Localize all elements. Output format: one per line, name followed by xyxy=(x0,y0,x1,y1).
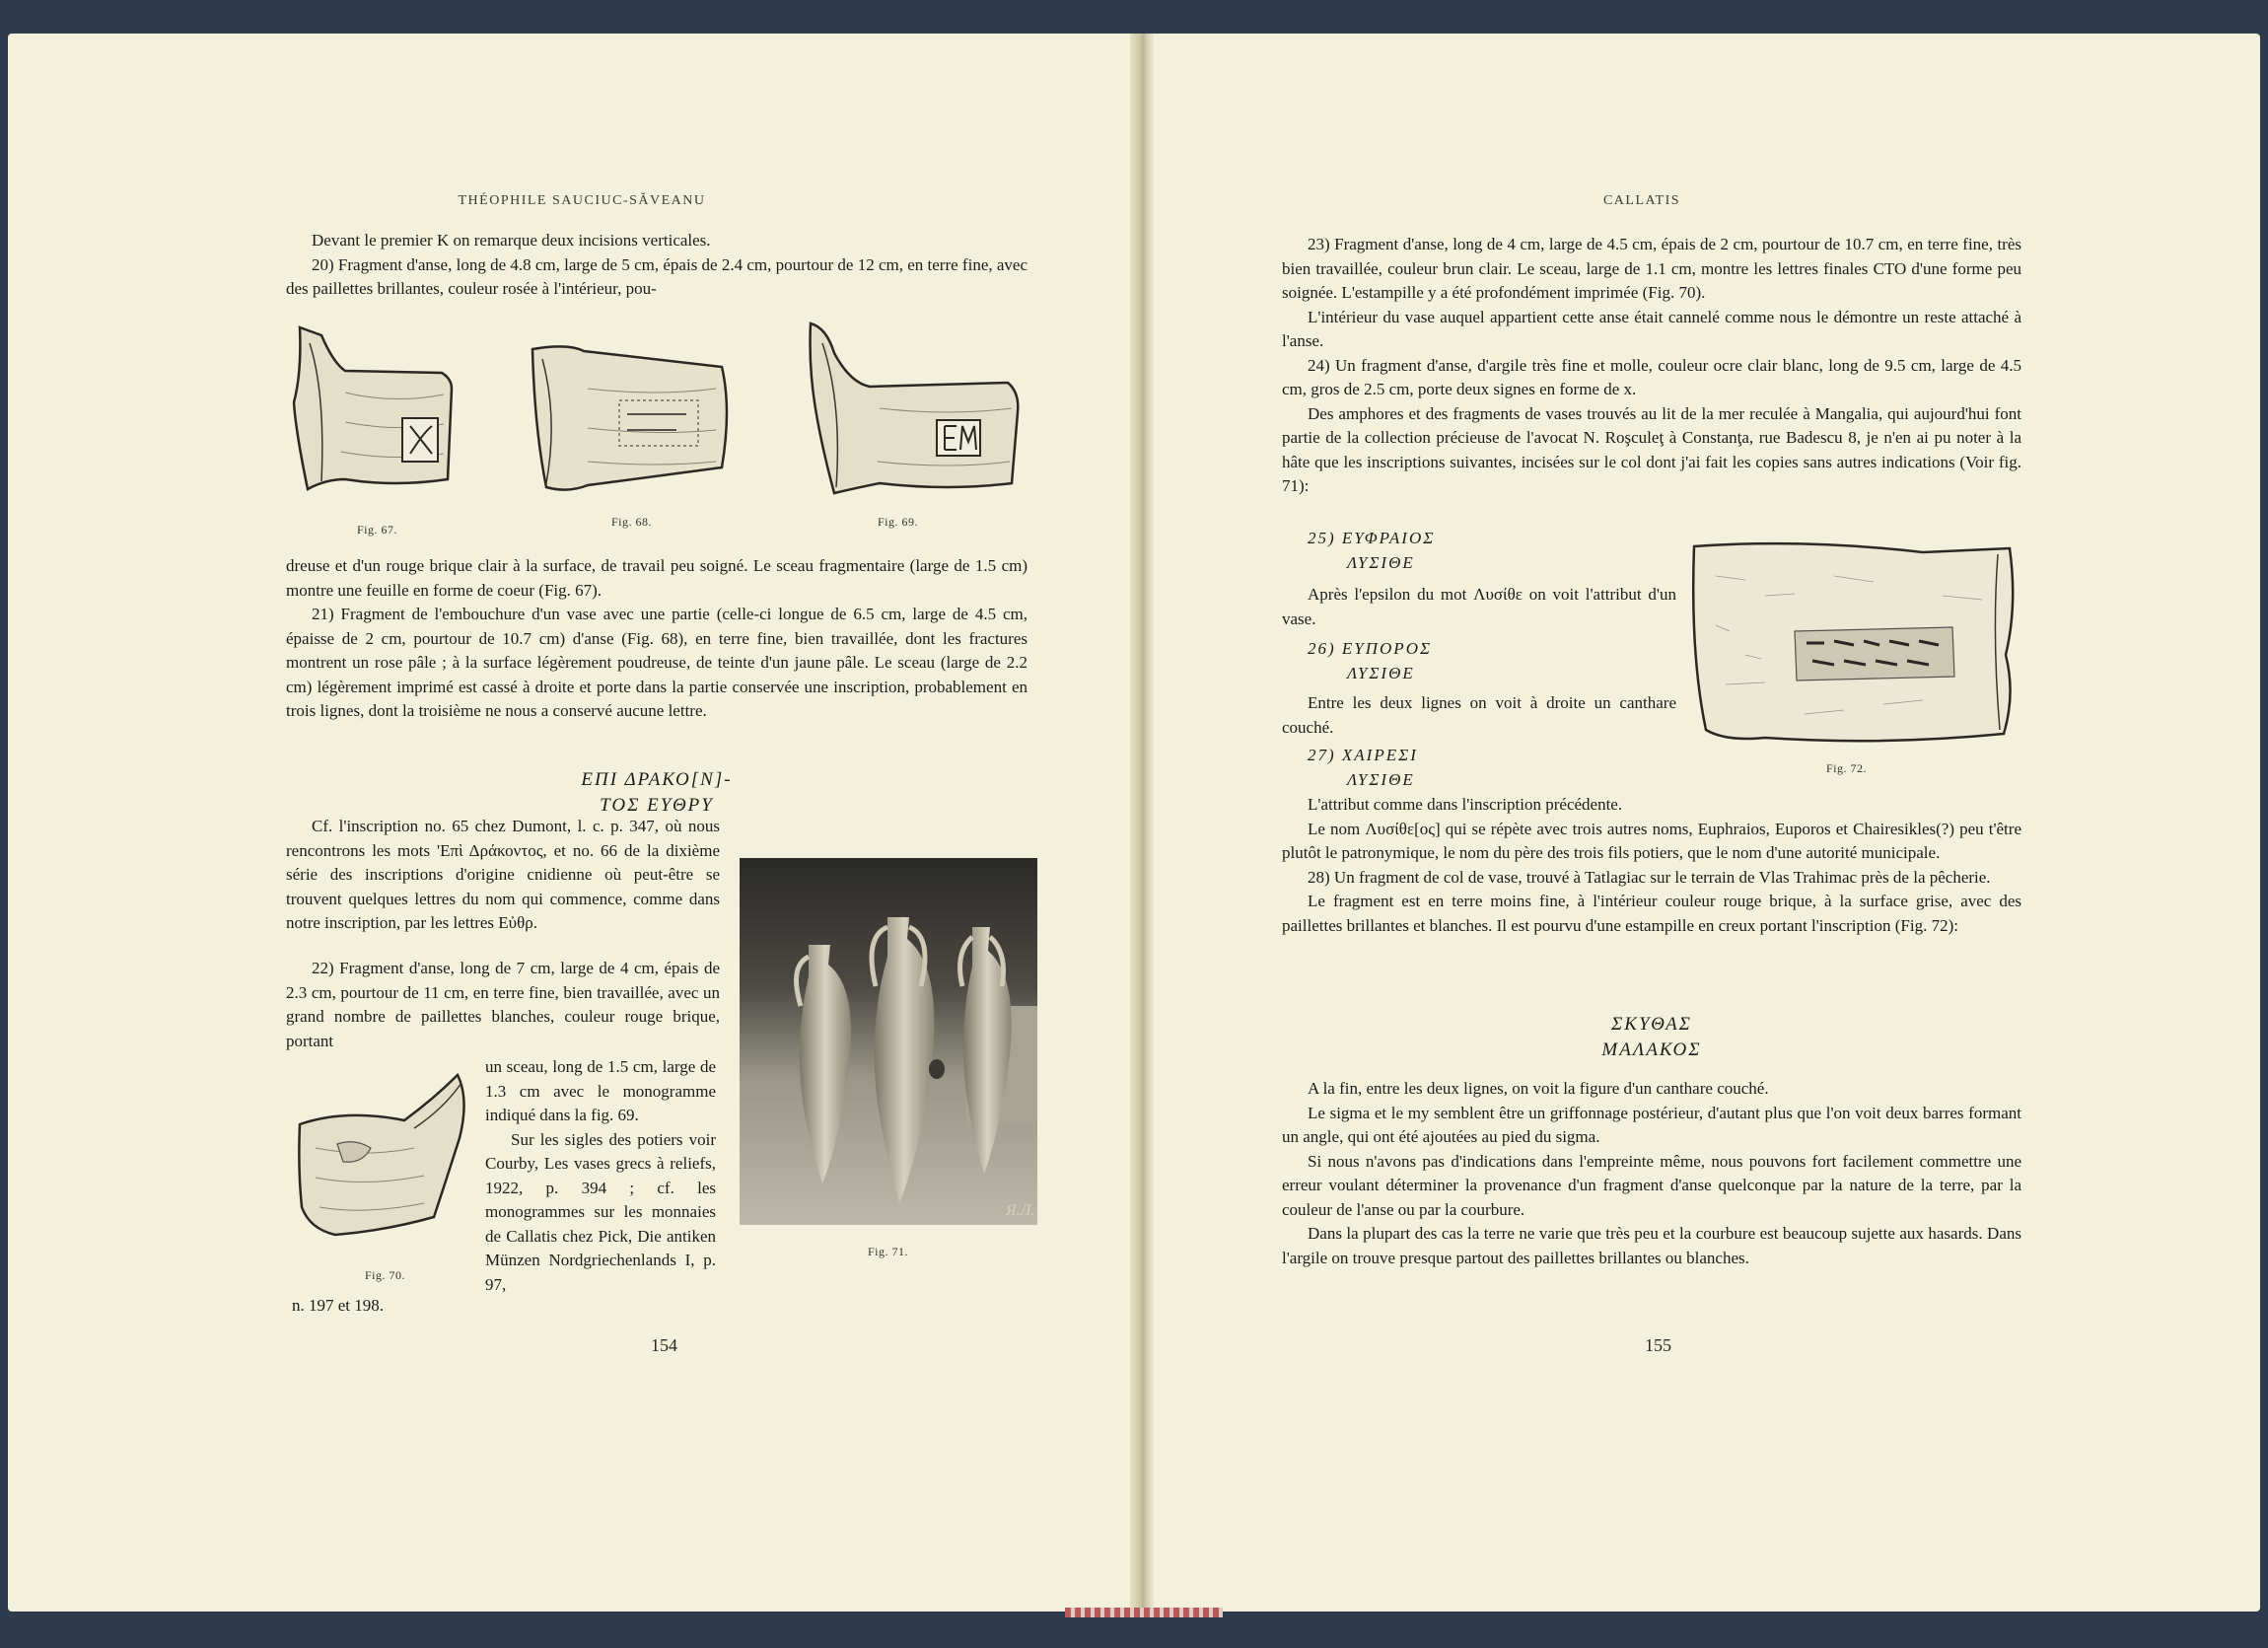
fragment-paragraph: Le fragment est en terre moins fine, à l'intérieur couleur rouge brique, à la surface grise, avec des paillettes brillantes et blanches. Il est pourvu d'une estampille en creux portant l'inscription (Fig. 72): xyxy=(1282,892,2021,935)
fig-72-caption: Fig. 72. xyxy=(1826,761,1868,775)
book-gutter xyxy=(1130,34,1154,1612)
end-paragraph: A la fin, entre les deux lignes, on voit la figure d'un canthare couché. xyxy=(1308,1079,1769,1098)
inscriptions-list xyxy=(1282,527,1676,792)
amphorae-paragraph: Des amphores et des fragments de vases trouvés au lit de la mer reculée à Mangalia, qui aujourd'hui font partie de la collection précieuse de l'avocat N. Roşculeţ à Constanţa, rue Badescu 8, je n'en ai pu noter à la hâte que les inscriptions suivantes, incisées sur le col dont j'ai fait les copies sans autres indications (Voir fig. 71): xyxy=(1282,403,2021,495)
item-26-line: ΛΥΣΙΘΕ xyxy=(1347,663,1415,682)
fig-71-photo xyxy=(740,858,1037,1225)
spine-binding xyxy=(1065,1608,1223,1617)
item-22-paragraph: 22) Fragment d'anse, long de 7 cm, large de 4 cm, épais de 2.3 cm, pourtour de 11 cm, en terre fine, bien travaillée, avec un grand nombre de paillettes blanches, couleur rouge brique, portant xyxy=(286,959,720,1050)
interior-paragraph: L'intérieur du vase auquel appartient cette anse était cannelé comme nous le démontre un reste attaché à l'anse. xyxy=(1282,307,2021,350)
sigles-paragraph: Sur les sigles des potiers voir Courby, Les vases grecs à reliefs, 1922, p. 394 ; cf. les monogrammes sur les monnaies de Callatis chez Pick, Die antiken Münzen Nordgriechenlands I, p. 97, xyxy=(485,1129,716,1294)
item-28-paragraph: 28) Un fragment de col de vase, trouvé à Tatlagiac sur le terrain de Vlas Trahimac près de la pêcherie. xyxy=(1308,867,1991,887)
fig-69-drawing xyxy=(801,314,1026,501)
right-bottom-text xyxy=(1282,1077,2021,1270)
attribute-paragraph: L'attribut comme dans l'inscription précédente. xyxy=(1308,795,1623,814)
item-21-paragraph: 21) Fragment de l'embouchure d'un vase avec une partie (celle-ci longue de 6.5 cm, large de 4.5 cm, épaisse de 2 cm, pourtour de 10.7 cm) d'anse (Fig. 68), en terre fine, bien travaillée, dont les fractures montrent un rose pâle ; à la surface légèrement poudreuse, de teinte d'un jaune pâle. Le sceau (large de 2.2 cm) légèrement imprimé est cassé à droite et porte dans la partie conservée une inscription, probablement en trois lignes, dont la troisième ne nous a conservé aucune lettre. xyxy=(286,605,1028,720)
inscription-line: ΕΠΙ ΔΡΑΚΟ[Ν]- xyxy=(581,769,733,790)
item-22-continuation-block xyxy=(485,1055,716,1297)
name-paragraph: Le nom Λυσίθε[ος] qui se répète avec trois autres noms, Euphraios, Euporos et Chairesikles(?) peu t'être plutôt le patronymique, le nom du père des trois fils potiers, que le nom d'une autorité municipale. xyxy=(1282,819,2021,862)
fig-72-drawing xyxy=(1686,537,2021,748)
fig-68-caption: Fig. 68. xyxy=(611,515,653,529)
item-26-line: 26) ΕΥΠΟΡΟΣ xyxy=(1308,639,1433,658)
inscription-line: ΣΚΥΘΑΣ xyxy=(1611,1014,1692,1035)
fig-70-caption: Fig. 70. xyxy=(365,1268,406,1282)
svg-text:Я.Л.: Я.Л. xyxy=(1006,1202,1035,1219)
item-27-line: 27) ΧΑΙΡΕΣΙ xyxy=(1308,746,1418,764)
item-22-block xyxy=(286,957,720,1053)
item-22-continuation: un sceau, long de 1.5 cm, large de 1.3 cm avec le monogramme indiqué dans la fig. 69. xyxy=(485,1057,716,1124)
epsilon-paragraph: Après l'epsilon du mot Λυσίθε on voit l'attribut d'un vase. xyxy=(1282,585,1676,628)
sigma-paragraph: Le sigma et le my semblent être un griffonnage postérieur, d'autant plus que l'on voit deux barres formant un angle, qui ont été ajoutées au pied du sigma. xyxy=(1282,1103,2021,1146)
page-number-right: 155 xyxy=(1645,1335,1671,1355)
running-head-left: THÉOPHILE SAUCIUC-SĂVEANU xyxy=(458,193,706,208)
left-intro xyxy=(286,229,1028,302)
error-paragraph: Si nous n'avons pas d'indications dans l'empreinte même, nous pouvons fort facilement commettre une erreur voulant déterminer la provenance d'un fragment d'anse quelconque par la nature de la terre, par la couleur de l'anse ou par la courbure. xyxy=(1282,1151,2021,1219)
inscription-line: ΤΟΣ ΕΥΘΡΥ xyxy=(600,795,714,816)
fig-71-caption: Fig. 71. xyxy=(868,1245,909,1258)
right-top-text xyxy=(1282,233,2021,499)
inscription-line: ΜΑΛΑΚΟΣ xyxy=(1601,1039,1702,1060)
fig-67-caption: Fig. 67. xyxy=(357,523,398,537)
item-24-paragraph: 24) Un fragment d'anse, d'argile très fine et molle, couleur ocre clair blanc, long de 9.5 cm, large de 4.5 cm, gros de 2.5 cm, porte deux signes en forme de x. xyxy=(1282,355,2021,398)
fig-67-drawing xyxy=(286,314,463,501)
fig-70-drawing xyxy=(296,1069,473,1243)
final-line: n. 197 et 198. xyxy=(292,1296,385,1315)
item-23-paragraph: 23) Fragment d'anse, long de 4 cm, large de 4.5 cm, épais de 2 cm, pourtour de 10.7 cm, en terre fine, très bien travaillée, couleur brun clair. Le sceau, large de 1.1 cm, montre les lettres finales CTO d'une forme peu soignée. L'estampille y a été profondément imprimée (Fig. 70). xyxy=(1282,235,2021,302)
left-final-line xyxy=(292,1294,588,1319)
fig-69-caption: Fig. 69. xyxy=(878,515,919,529)
inscription-skythas xyxy=(1282,1012,2021,1063)
item-27-line: ΛΥΣΙΘΕ xyxy=(1347,769,1415,789)
fig-68-drawing xyxy=(529,339,736,497)
between-lines-paragraph: Entre les deux lignes on voit à droite un canthare couché. xyxy=(1282,693,1676,737)
intro-line: Devant le premier K on remarque deux incisions verticales. xyxy=(312,231,711,250)
clay-paragraph: Dans la plupart des cas la terre ne varie que très peu et la courbure est beaucoup sujette aux hasards. Dans l'argile on trouve presque partout des paillettes brillantes ou blanches. xyxy=(1282,1224,2021,1267)
left-mid-text xyxy=(286,554,1028,724)
page-number-left: 154 xyxy=(651,1335,677,1355)
item-25-line: 25) ΕΥΦΡΑΙΟΣ xyxy=(1308,529,1436,547)
item-20-continuation: dreuse et d'un rouge brique clair à la surface, de travail peu soigné. Le sceau fragmentaire (large de 1.5 cm) montre une feuille en forme de coeur (Fig. 67). xyxy=(286,556,1028,600)
item-25-line: ΛΥΣΙΘΕ xyxy=(1347,552,1415,572)
item-20-paragraph: 20) Fragment d'anse, long de 4.8 cm, large de 5 cm, épais de 2.4 cm, pourtour de 12 cm, en terre fine, avec des paillettes brillantes, couleur rosée à l'intérieur, pou- xyxy=(286,254,1028,298)
running-head-right: CALLATIS xyxy=(1602,193,1681,208)
amphorae-photo xyxy=(740,858,1037,1225)
inscription-epi-drakontos xyxy=(286,767,1028,819)
right-mid-text xyxy=(1282,793,2021,938)
cf-paragraph: Cf. l'inscription no. 65 chez Dumont, l. c. p. 347, où nous rencontrons les mots 'Επὶ Δράκοντος, et no. 66 de la dixième série des inscriptions d'origine cnidienne où peut-être se trouvent quelques lettres du nom qui commence, comme dans notre inscription, par les lettres Εὐθρ. xyxy=(286,817,720,932)
